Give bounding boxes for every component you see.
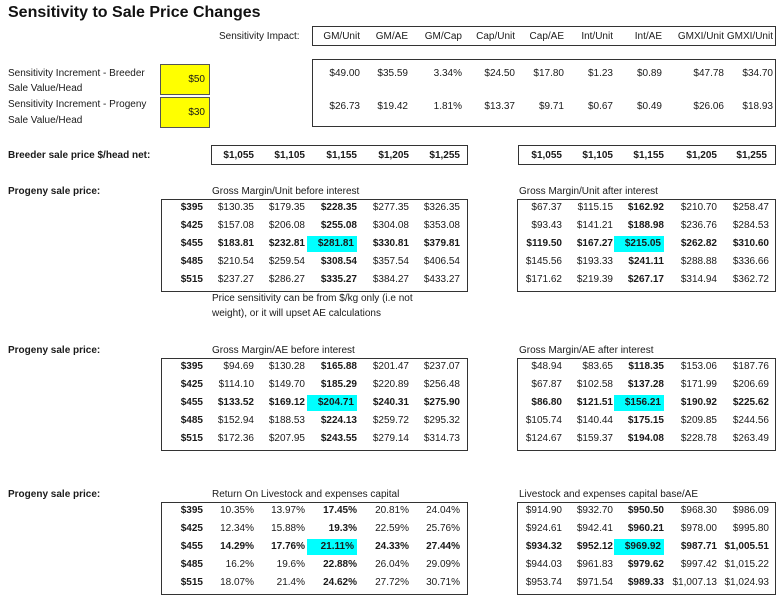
gm_unit_after-cell-0-3: $210.70 xyxy=(680,202,717,213)
gm_ae_before-cell-3-4: $295.32 xyxy=(423,415,460,426)
return_capital-cell-4-2: 24.62% xyxy=(323,577,357,588)
gm_ae_after-cell-2-1: $121.51 xyxy=(576,397,613,408)
gm_ae_after-cell-4-4: $263.49 xyxy=(732,433,769,444)
capital_base-cell-4-3: $1,007.13 xyxy=(672,577,717,588)
gm_unit_after-cell-3-4: $336.66 xyxy=(732,256,769,267)
return_capital-cell-2-0: 14.29% xyxy=(220,541,254,552)
progeny-increment-label-1: Sensitivity Increment - Progeny xyxy=(8,99,147,110)
capital_base-cell-3-1: $961.83 xyxy=(576,559,613,570)
progeny-label-3: Progeny sale price: xyxy=(8,489,101,500)
breeder-price-right-3: $1,205 xyxy=(686,150,717,161)
return_capital-cell-4-1: 21.4% xyxy=(276,577,305,588)
return_capital-row-label-0: $395 xyxy=(180,505,203,516)
gm_ae_before-cell-1-1: $149.70 xyxy=(268,379,305,390)
gm_unit_after-cell-0-4: $258.47 xyxy=(732,202,769,213)
sensitivity-breeder-value-2: 3.34% xyxy=(433,68,462,79)
gm_ae_after-cell-3-1: $140.44 xyxy=(576,415,613,426)
gm_ae_before-caption: Gross Margin/AE before interest xyxy=(212,345,355,356)
gm_unit_after-cell-0-0: $67.37 xyxy=(531,202,562,213)
breeder-price-right-1: $1,105 xyxy=(582,150,613,161)
breeder-price-right-2: $1,155 xyxy=(633,150,664,161)
return_capital-cell-2-3: 24.33% xyxy=(375,541,409,552)
gm_ae_after-cell-0-3: $153.06 xyxy=(680,361,717,372)
return_capital-cell-1-2: 19.3% xyxy=(328,523,357,534)
sensitivity-progeny-value-3: $13.37 xyxy=(484,101,515,112)
gm_unit_after-cell-0-2: $162.92 xyxy=(627,202,664,213)
capital_base-cell-1-2: $960.21 xyxy=(627,523,664,534)
sensitivity-header-1: GM/AE xyxy=(375,31,408,42)
gm_ae_before-row-label-3: $485 xyxy=(180,415,203,426)
gm_ae_before-cell-2-2: $204.71 xyxy=(307,395,357,411)
sensitivity-header-7: GMXI/Unit xyxy=(677,31,724,42)
gm_ae_after-cell-0-2: $118.35 xyxy=(628,361,664,372)
gm_unit_after-cell-1-2: $188.98 xyxy=(627,220,664,231)
gm_ae_before-cell-4-1: $207.95 xyxy=(268,433,305,444)
progeny-increment-input[interactable]: $30 xyxy=(160,97,210,128)
sensitivity-header-8: GMXI/Unit xyxy=(726,31,773,42)
progeny-increment-label-2: Sale Value/Head xyxy=(8,115,83,126)
capital_base-cell-0-1: $932.70 xyxy=(576,505,613,516)
sensitivity-header-0: GM/Unit xyxy=(323,31,360,42)
return_capital-cell-1-4: 25.76% xyxy=(426,523,460,534)
return_capital-cell-3-2: 22.88% xyxy=(323,559,357,570)
gm_ae_after-cell-1-3: $171.99 xyxy=(680,379,717,390)
gm_ae_before-row-label-4: $515 xyxy=(180,433,203,444)
sensitivity-header-6: Int/AE xyxy=(634,31,662,42)
capital_base-cell-1-0: $924.61 xyxy=(525,523,562,534)
gm_unit_before-cell-2-2: $281.81 xyxy=(307,236,357,252)
gm_unit_after-cell-2-0: $119.50 xyxy=(526,238,562,249)
gm_unit_before-cell-3-2: $308.54 xyxy=(320,256,357,267)
capital_base-cell-0-4: $986.09 xyxy=(732,505,769,516)
capital_base-caption: Livestock and expenses capital base/AE xyxy=(519,489,698,500)
gm_unit_before-cell-1-2: $255.08 xyxy=(320,220,357,231)
gm_unit_after-cell-4-2: $267.17 xyxy=(627,274,664,285)
gm_unit_after-caption: Gross Margin/Unit after interest xyxy=(519,186,658,197)
gm_ae_before-cell-2-3: $240.31 xyxy=(372,397,409,408)
return_capital-cell-0-2: 17.45% xyxy=(323,505,357,516)
sensitivity-breeder-value-3: $24.50 xyxy=(484,68,515,79)
sensitivity-progeny-value-7: $26.06 xyxy=(693,101,724,112)
breeder-price-left-4: $1,255 xyxy=(429,150,460,161)
gm_ae_before-row-label-1: $425 xyxy=(180,379,203,390)
gm_unit_after-cell-3-0: $145.56 xyxy=(525,256,562,267)
gm_unit_before-row-label-1: $425 xyxy=(180,220,203,231)
return_capital-cell-0-1: 13.97% xyxy=(271,505,305,516)
gm_unit_after-cell-2-3: $262.82 xyxy=(680,238,717,249)
gm_ae_before-cell-4-0: $172.36 xyxy=(217,433,254,444)
gm_unit_before-cell-3-4: $406.54 xyxy=(423,256,460,267)
capital_base-cell-2-0: $934.32 xyxy=(525,541,562,552)
gm_unit_before-cell-4-0: $237.27 xyxy=(217,274,254,285)
return_capital-cell-4-3: 27.72% xyxy=(375,577,409,588)
gm_unit_after-cell-4-1: $219.39 xyxy=(576,274,613,285)
gm_ae_after-cell-2-2: $156.21 xyxy=(614,395,664,411)
return_capital-cell-1-0: 12.34% xyxy=(220,523,254,534)
gm_ae_after-cell-2-0: $86.80 xyxy=(531,397,562,408)
capital_base-cell-0-2: $950.50 xyxy=(627,505,664,516)
gm_ae_after-cell-2-3: $190.92 xyxy=(680,397,717,408)
return_capital-row-label-4: $515 xyxy=(180,577,203,588)
gm_unit_before-cell-2-1: $232.81 xyxy=(268,238,305,249)
gm_ae_after-cell-3-2: $175.15 xyxy=(627,415,664,426)
gm_unit_after-cell-2-2: $215.05 xyxy=(614,236,664,252)
sensitivity-progeny-value-1: $19.42 xyxy=(377,101,408,112)
return_capital-row-label-3: $485 xyxy=(180,559,203,570)
capital_base-cell-3-0: $944.03 xyxy=(525,559,562,570)
note-line-1: Price sensitivity can be from $/kg only (i.e not xyxy=(212,293,413,304)
gm_unit_before-caption: Gross Margin/Unit before interest xyxy=(212,186,360,197)
gm_unit_before-row-label-4: $515 xyxy=(180,274,203,285)
sensitivity-breeder-value-7: $47.78 xyxy=(693,68,724,79)
capital_base-cell-4-4: $1,024.93 xyxy=(724,577,769,588)
capital_base-cell-2-3: $987.71 xyxy=(680,541,717,552)
return_capital-cell-3-3: 26.04% xyxy=(375,559,409,570)
breeder-price-right-0: $1,055 xyxy=(531,150,562,161)
return_capital-cell-4-4: 30.71% xyxy=(426,577,460,588)
return_capital-cell-0-4: 24.04% xyxy=(426,505,460,516)
gm_unit_before-cell-1-0: $157.08 xyxy=(217,220,254,231)
gm_unit_after-cell-4-0: $171.62 xyxy=(525,274,562,285)
gm_ae_before-cell-4-4: $314.73 xyxy=(423,433,460,444)
gm_unit_after-cell-1-1: $141.21 xyxy=(576,220,613,231)
capital_base-cell-0-0: $914.90 xyxy=(525,505,562,516)
gm_unit_after-cell-4-4: $362.72 xyxy=(732,274,769,285)
gm_unit_before-cell-2-0: $183.81 xyxy=(217,238,254,249)
gm_ae_after-cell-4-1: $159.37 xyxy=(576,433,613,444)
return_capital-cell-2-1: 17.76% xyxy=(271,541,305,552)
breeder-increment-label-2: Sale Value/Head xyxy=(8,83,83,94)
gm_ae_after-cell-1-0: $67.87 xyxy=(531,379,562,390)
capital_base-cell-3-2: $979.62 xyxy=(627,559,664,570)
gm_ae_after-cell-3-0: $105.74 xyxy=(525,415,562,426)
gm_ae_before-cell-2-0: $133.52 xyxy=(217,397,254,408)
capital_base-cell-4-0: $953.74 xyxy=(525,577,562,588)
progeny-label-1: Progeny sale price: xyxy=(8,186,101,197)
return_capital-row-label-2: $455 xyxy=(180,541,203,552)
sensitivity-breeder-value-6: $0.89 xyxy=(636,68,662,79)
gm_ae_before-cell-0-3: $201.47 xyxy=(372,361,409,372)
gm_ae_before-cell-0-0: $94.69 xyxy=(223,361,254,372)
gm_ae_before-cell-2-4: $275.90 xyxy=(423,397,460,408)
sensitivity-breeder-value-1: $35.59 xyxy=(377,68,408,79)
gm_ae_before-cell-0-1: $130.28 xyxy=(268,361,305,372)
breeder-price-left-2: $1,155 xyxy=(326,150,357,161)
sensitivity-header-5: Int/Unit xyxy=(581,31,613,42)
gm_ae_before-cell-1-0: $114.10 xyxy=(218,379,254,390)
gm_unit_after-cell-2-4: $310.60 xyxy=(732,238,769,249)
sensitivity-header-3: Cap/Unit xyxy=(476,31,515,42)
return_capital-cell-4-0: 18.07% xyxy=(220,577,254,588)
gm_ae_after-cell-1-2: $137.28 xyxy=(627,379,664,390)
gm_unit_before-cell-3-1: $259.54 xyxy=(268,256,305,267)
return_capital-cell-0-3: 20.81% xyxy=(375,505,409,516)
gm_unit_after-cell-3-3: $288.88 xyxy=(680,256,717,267)
progeny-label-2: Progeny sale price: xyxy=(8,345,101,356)
return_capital-cell-3-4: 29.09% xyxy=(426,559,460,570)
gm_ae_before-cell-1-2: $185.29 xyxy=(320,379,357,390)
gm_unit_after-cell-4-3: $314.94 xyxy=(680,274,717,285)
gm_ae_before-cell-3-3: $259.72 xyxy=(372,415,409,426)
capital_base-cell-3-4: $1,015.22 xyxy=(724,559,769,570)
gm_ae_after-cell-3-3: $209.85 xyxy=(680,415,717,426)
gm_unit_after-cell-2-1: $167.27 xyxy=(576,238,613,249)
gm_ae_after-cell-0-4: $187.76 xyxy=(732,361,769,372)
gm_unit_before-cell-0-4: $326.35 xyxy=(423,202,460,213)
gm_unit_before-cell-3-3: $357.54 xyxy=(372,256,409,267)
gm_ae_after-cell-0-1: $83.65 xyxy=(582,361,613,372)
sensitivity-progeny-value-5: $0.67 xyxy=(587,101,613,112)
sensitivity-progeny-value-0: $26.73 xyxy=(329,101,360,112)
gm_ae_after-caption: Gross Margin/AE after interest xyxy=(519,345,654,356)
gm_unit_before-cell-0-0: $130.35 xyxy=(217,202,254,213)
gm_ae_before-cell-3-2: $224.13 xyxy=(320,415,357,426)
gm_unit_before-cell-0-1: $179.35 xyxy=(268,202,305,213)
breeder-price-left-1: $1,105 xyxy=(274,150,305,161)
gm_ae_before-cell-1-4: $256.48 xyxy=(423,379,460,390)
sensitivity-header-2: GM/Cap xyxy=(424,31,462,42)
return_capital-cell-3-0: 16.2% xyxy=(225,559,254,570)
capital_base-cell-4-2: $989.33 xyxy=(627,577,664,588)
gm_unit_before-row-label-2: $455 xyxy=(180,238,203,249)
gm_ae_after-cell-0-0: $48.94 xyxy=(531,361,562,372)
return_capital-cell-1-1: 15.88% xyxy=(271,523,305,534)
gm_unit_before-cell-2-4: $379.81 xyxy=(423,238,460,249)
return_capital-cell-2-4: 27.44% xyxy=(426,541,460,552)
return_capital-cell-3-1: 19.6% xyxy=(276,559,305,570)
gm_ae_before-row-label-0: $395 xyxy=(180,361,203,372)
gm_ae_after-cell-4-0: $124.67 xyxy=(525,433,562,444)
gm_unit_before-cell-4-4: $433.27 xyxy=(423,274,460,285)
sensitivity-breeder-value-4: $17.80 xyxy=(533,68,564,79)
sensitivity-progeny-value-2: 1.81% xyxy=(433,101,462,112)
gm_ae_before-cell-4-2: $243.55 xyxy=(320,433,357,444)
gm_unit_before-cell-1-1: $206.08 xyxy=(268,220,305,231)
gm_ae_before-cell-3-0: $152.94 xyxy=(217,415,254,426)
breeder-price-left-0: $1,055 xyxy=(223,150,254,161)
gm_ae_after-cell-4-2: $194.08 xyxy=(627,433,664,444)
gm_unit_before-row-label-3: $485 xyxy=(180,256,203,267)
sensitivity-impact-label: Sensitivity Impact: xyxy=(219,31,300,42)
gm_unit_before-cell-0-3: $277.35 xyxy=(372,202,409,213)
note-line-2: weight), or it will upset AE calculations xyxy=(212,308,381,319)
gm_unit_before-cell-4-1: $286.27 xyxy=(268,274,305,285)
capital_base-cell-1-1: $942.41 xyxy=(576,523,613,534)
sensitivity-breeder-value-8: $34.70 xyxy=(742,68,773,79)
capital_base-cell-2-1: $952.12 xyxy=(576,541,613,552)
capital_base-cell-2-2: $969.92 xyxy=(614,539,664,555)
breeder-sale-label: Breeder sale price $/head net: xyxy=(8,150,151,161)
gm_unit_before-cell-4-3: $384.27 xyxy=(372,274,409,285)
return_capital-cell-2-2: 21.11% xyxy=(307,539,357,555)
gm_ae_after-cell-4-3: $228.78 xyxy=(680,433,717,444)
gm_unit_after-cell-3-2: $241.11 xyxy=(628,256,664,267)
capital_base-cell-2-4: $1,005.51 xyxy=(724,541,769,552)
gm_unit_after-cell-1-0: $93.43 xyxy=(531,220,562,231)
gm_unit_before-cell-4-2: $335.27 xyxy=(320,274,357,285)
gm_unit_after-cell-1-4: $284.53 xyxy=(732,220,769,231)
gm_ae_after-cell-2-4: $225.62 xyxy=(732,397,769,408)
gm_ae_before-cell-4-3: $279.14 xyxy=(372,433,409,444)
return_capital-cell-1-3: 22.59% xyxy=(375,523,409,534)
sensitivity-progeny-value-4: $9.71 xyxy=(538,101,564,112)
page-title: Sensitivity to Sale Price Changes xyxy=(8,4,261,21)
capital_base-cell-1-3: $978.00 xyxy=(680,523,717,534)
gm_ae_before-cell-0-4: $237.07 xyxy=(423,361,460,372)
sensitivity-progeny-value-8: $18.93 xyxy=(742,101,773,112)
return_capital-row-label-1: $425 xyxy=(180,523,203,534)
gm_ae_after-cell-1-1: $102.58 xyxy=(576,379,613,390)
gm_unit_before-cell-0-2: $228.35 xyxy=(320,202,357,213)
gm_unit_before-row-label-0: $395 xyxy=(180,202,203,213)
sensitivity-progeny-value-6: $0.49 xyxy=(636,101,662,112)
gm_unit_before-cell-1-4: $353.08 xyxy=(423,220,460,231)
gm_ae_before-cell-2-1: $169.12 xyxy=(268,397,305,408)
gm_ae_before-cell-1-3: $220.89 xyxy=(372,379,409,390)
capital_base-cell-1-4: $995.80 xyxy=(732,523,769,534)
capital_base-cell-0-3: $968.30 xyxy=(680,505,717,516)
capital_base-cell-3-3: $997.42 xyxy=(680,559,717,570)
gm_ae_after-cell-3-4: $244.56 xyxy=(732,415,769,426)
breeder-price-right-4: $1,255 xyxy=(736,150,767,161)
return_capital-caption: Return On Livestock and expenses capital xyxy=(212,489,400,500)
breeder-increment-input[interactable]: $50 xyxy=(160,64,210,95)
gm_unit_before-cell-2-3: $330.81 xyxy=(372,238,409,249)
gm_unit_after-cell-0-1: $115.15 xyxy=(577,202,613,213)
gm_ae_before-cell-0-2: $165.88 xyxy=(320,361,357,372)
gm_unit_after-cell-3-1: $193.33 xyxy=(576,256,613,267)
sensitivity-breeder-value-0: $49.00 xyxy=(329,68,360,79)
gm_ae_before-row-label-2: $455 xyxy=(180,397,203,408)
gm_ae_after-cell-1-4: $206.69 xyxy=(732,379,769,390)
return_capital-cell-0-0: 10.35% xyxy=(220,505,254,516)
sensitivity-header-4: Cap/AE xyxy=(529,31,564,42)
gm_ae_before-cell-3-1: $188.53 xyxy=(268,415,305,426)
gm_unit_before-cell-1-3: $304.08 xyxy=(372,220,409,231)
breeder-price-left-3: $1,205 xyxy=(378,150,409,161)
gm_unit_before-cell-3-0: $210.54 xyxy=(217,256,254,267)
breeder-increment-label-1: Sensitivity Increment - Breeder xyxy=(8,68,145,79)
capital_base-cell-4-1: $971.54 xyxy=(576,577,613,588)
gm_unit_after-cell-1-3: $236.76 xyxy=(680,220,717,231)
sensitivity-breeder-value-5: $1.23 xyxy=(587,68,613,79)
